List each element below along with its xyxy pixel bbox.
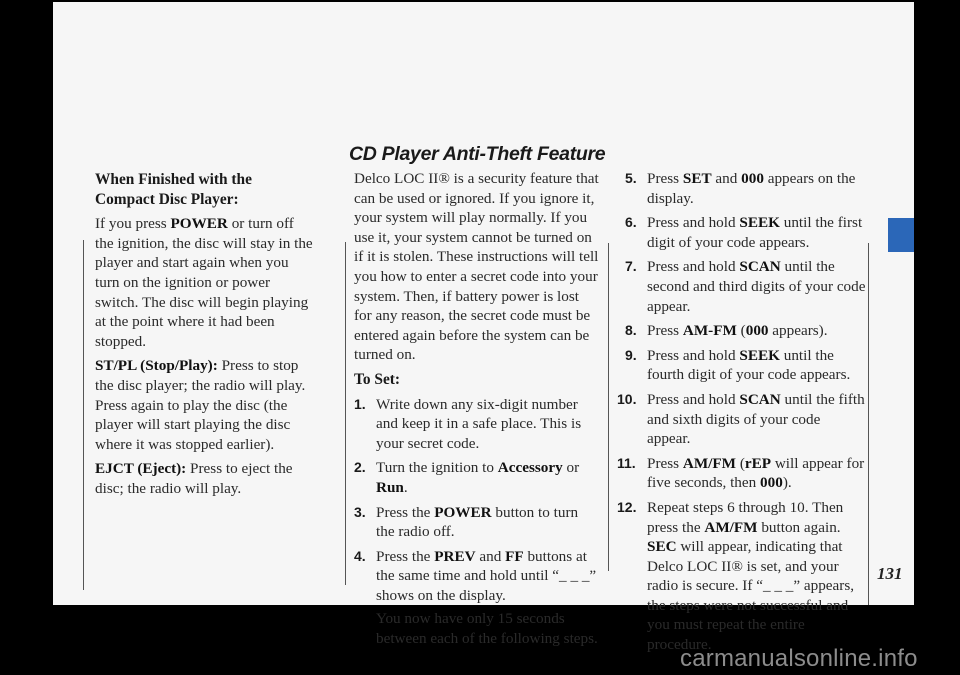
anti-theft-intro: Delco LOC II® is a security feature that can be used or ignored. If you ignore it, your system will play normally. If you use it, your system cannot be turned on if it is stolen. These instructions will tell you how to enter a secret code into your system. Then, if battery power is lost for any reason, the secret code must be entered again before the system can be turned on.: [354, 170, 599, 364]
section-tab-marker: [888, 218, 914, 252]
step-7: 7. Press and hold SCAN until the second and third digits of your code appear.: [625, 258, 866, 315]
middle-column: [354, 169, 600, 654]
step-6: 6. Press and hold SEEK until the first digit of your code appears.: [625, 214, 863, 251]
column-rule-left: [83, 240, 84, 590]
step-11: 11. Press AM/FM (rEP will appear for five seconds, then 000).: [617, 454, 865, 492]
site-watermark[interactable]: carmanualsonline.info: [680, 645, 918, 672]
cd-finished-heading: When Finished with the Compact Disc Player:: [95, 171, 252, 208]
left-column: [95, 170, 313, 504]
timing-note: You now have only 15 seconds between each of the following steps.: [376, 610, 598, 648]
step-10: 10. Press and hold SCAN until the fifth and sixth digits of your code appear.: [617, 390, 865, 448]
step-3: 3. Press the POWER button to turn the radio off.: [354, 503, 579, 541]
power-paragraph: If you press POWER or turn off the ignition, the disc will stay in the player and start again when you turn on the ignition or power switch. The disc will begin playing at the point where it had been stopped.: [95, 215, 313, 350]
step-5: 5. Press SET and 000 appears on the display.: [625, 170, 856, 207]
eject-paragraph: EJCT (Eject): Press to eject the disc; the radio will play.: [95, 460, 293, 497]
section-title: CD Player Anti-Theft Feature: [349, 143, 606, 165]
column-rule-right-a: [608, 243, 609, 571]
stop-play-paragraph: ST/PL (Stop/Play): Press to stop the disc player; the radio will play. Press again to play the disc (the player will start playing the disc where it was stopped earlier).: [95, 357, 306, 453]
step-4: 4. Press the PREV and FF buttons at the same time and hold until “_ _ _” shows on the display. You now have only 15 seconds between each of the following steps.: [354, 547, 600, 649]
step-9: 9. Press and hold SEEK until the fourth digit of your code appears.: [625, 346, 851, 384]
column-rule-right-b: [868, 243, 869, 605]
page-number: 131: [877, 564, 903, 583]
step-12: 12. Repeat steps 6 through 10. Then press the AM/FM button again. SEC will appear, indicating that Delco LOC II® is set, and your radio is secure. If “_ _ _” appears, the steps were not successful and you must repeat the entire procedure.: [617, 498, 855, 654]
step-2: 2. Turn the ignition to Accessory or Run.: [354, 459, 580, 496]
to-set-heading: To Set:: [354, 370, 401, 388]
step-1: 1. Write down any six-digit number and keep it in a safe place. This is your secret code.: [354, 395, 582, 452]
right-column: [617, 169, 867, 660]
column-rule-middle: [345, 242, 346, 585]
step-8: 8. Press AM-FM (000 appears).: [625, 322, 828, 340]
